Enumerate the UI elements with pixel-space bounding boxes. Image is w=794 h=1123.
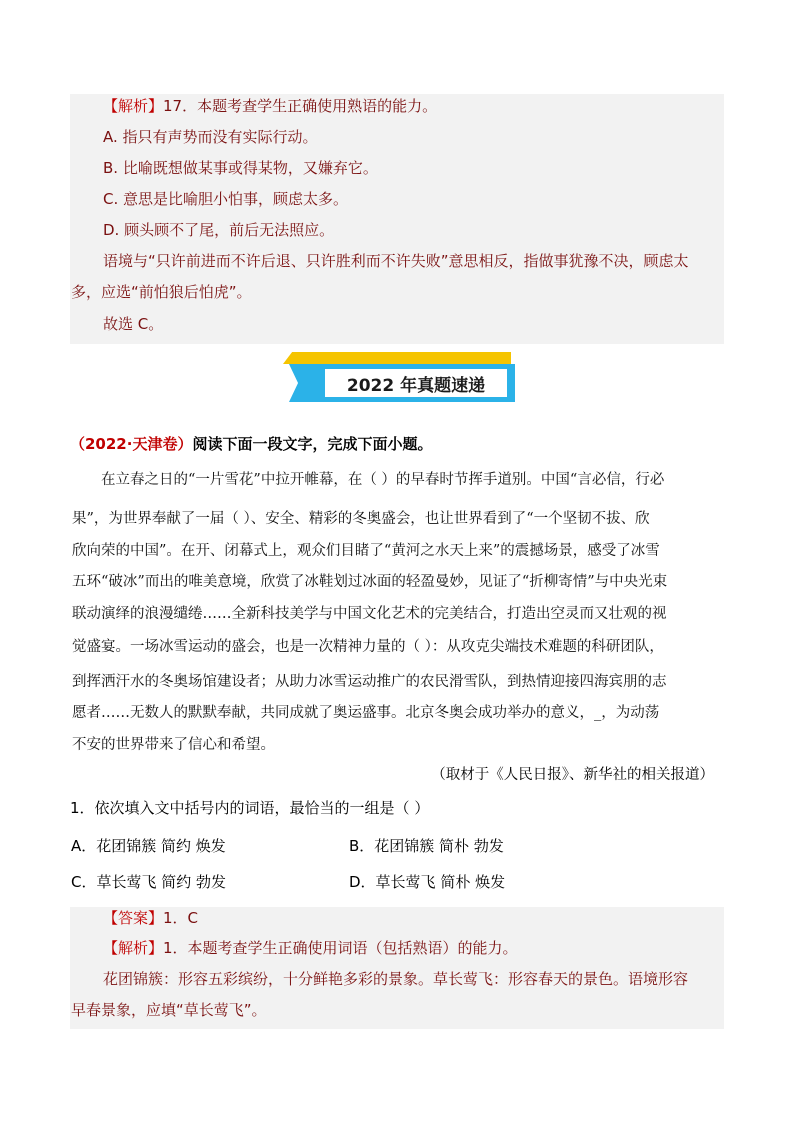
passage-line: 在立春之日的“一片雪花”中拉开帷幕，在（ ）的早春时节挥手道别。中国“言必信，行必 bbox=[101, 472, 665, 488]
analysis-17-context-line2: 多，应选“前怕狼后怕虎”。 bbox=[71, 283, 252, 301]
passage-line: 果”，为世界奉献了一届（ ）、安全、精彩的冬奥盛会，也让世界看到了“一个坚韧不拔、欣 bbox=[72, 511, 650, 527]
question-1-stem: 1．依次填入文中括号内的词语，最恰当的一组是（ ） bbox=[70, 799, 430, 817]
banner-title: 2022 年真题速递 bbox=[346, 375, 486, 396]
passage-line: 觉盛宴。一场冰雪运动的盛会，也是一次精神力量的（ ）：从攻克尖端技术难题的科研团队， bbox=[72, 639, 664, 655]
answer-1-explanation-line2: 早春景象，应填“草长莺飞”。 bbox=[71, 1001, 267, 1019]
analysis-17-option-c: C. 意思是比喻胆小怕事，顾虑太多。 bbox=[103, 190, 349, 208]
analysis-tag: 【解析】 bbox=[103, 939, 164, 957]
question-1-option-b: B．花团锦簇 简朴 勃发 bbox=[349, 837, 504, 855]
analysis-17-option-d: D. 顾头顾不了尾，前后无法照应。 bbox=[103, 221, 335, 239]
section-banner bbox=[283, 352, 515, 404]
passage-line: 欣向荣的中国”。在开、闭幕式上，观众们目睹了“黄河之水天上来”的震撼场景，感受了冰雪 bbox=[72, 543, 660, 559]
passage-line: 联动演绎的浪漫缱绻……全新科技美学与中国文化艺术的完美结合，打造出空灵而又壮观的视 bbox=[72, 606, 667, 622]
analysis-17-heading-text: 17．本题考查学生正确使用熟语的能力。 bbox=[163, 97, 438, 115]
passage-line: 愿者……无数人的默默奉献，共同成就了奥运盛事。北京冬奥会成功举办的意义，_，为动荡 bbox=[72, 705, 660, 721]
banner-yellow-tab bbox=[283, 352, 511, 364]
analysis-17-context-line1: 语境与“只许前进而不许后退、只许胜利而不许失败”意思相反，指做事犹豫不决，顾虑太 bbox=[103, 252, 689, 270]
analysis-17-head bbox=[103, 96, 437, 116]
analysis-tag: 【解析】 bbox=[103, 97, 164, 115]
passage-citation: （取材于《人民日报》、新华社的相关报道） bbox=[431, 767, 714, 783]
analysis-17-option-a: A. 指只有声势而没有实际行动。 bbox=[103, 128, 318, 146]
analysis-17-option-b: B. 比喻既想做某事或得某物，又嫌弃它。 bbox=[103, 159, 378, 177]
answer-1-line bbox=[103, 908, 198, 928]
question-1-option-d: D．草长莺飞 简朴 焕发 bbox=[349, 873, 506, 891]
answer-1-analysis bbox=[103, 938, 518, 958]
question-source bbox=[70, 434, 432, 454]
passage-line: 不安的世界带来了信心和希望。 bbox=[72, 737, 275, 753]
analysis-17-choose: 故选 C。 bbox=[103, 315, 164, 333]
question-1-option-a: A．花团锦簇 简约 焕发 bbox=[71, 837, 226, 855]
answer-1-analysis-text: 1．本题考查学生正确使用词语（包括熟语）的能力。 bbox=[163, 939, 518, 957]
source-instruction: 阅读下面一段文字，完成下面小题。 bbox=[192, 435, 433, 453]
source-tag: （2022·天津卷） bbox=[70, 435, 193, 453]
answer-value: 1．C bbox=[163, 909, 199, 927]
answer-tag: 【答案】 bbox=[103, 909, 164, 927]
answer-1-explanation-line1: 花团锦簇：形容五彩缤纷，十分鲜艳多彩的景象。草长莺飞：形容春天的景色。语境形容 bbox=[103, 970, 689, 988]
passage-line: 五环“破冰”而出的唯美意境，欣赏了冰鞋划过冰面的轻盈曼妙，见证了“折柳寄情”与中央光束 bbox=[72, 574, 668, 590]
question-1-option-c: C．草长莺飞 简约 勃发 bbox=[71, 873, 227, 891]
passage-line: 到挥洒汗水的冬奥场馆建设者；从助力冰雪运动推广的农民滑雪队，到热情迎接四海宾朋的志 bbox=[72, 674, 667, 690]
